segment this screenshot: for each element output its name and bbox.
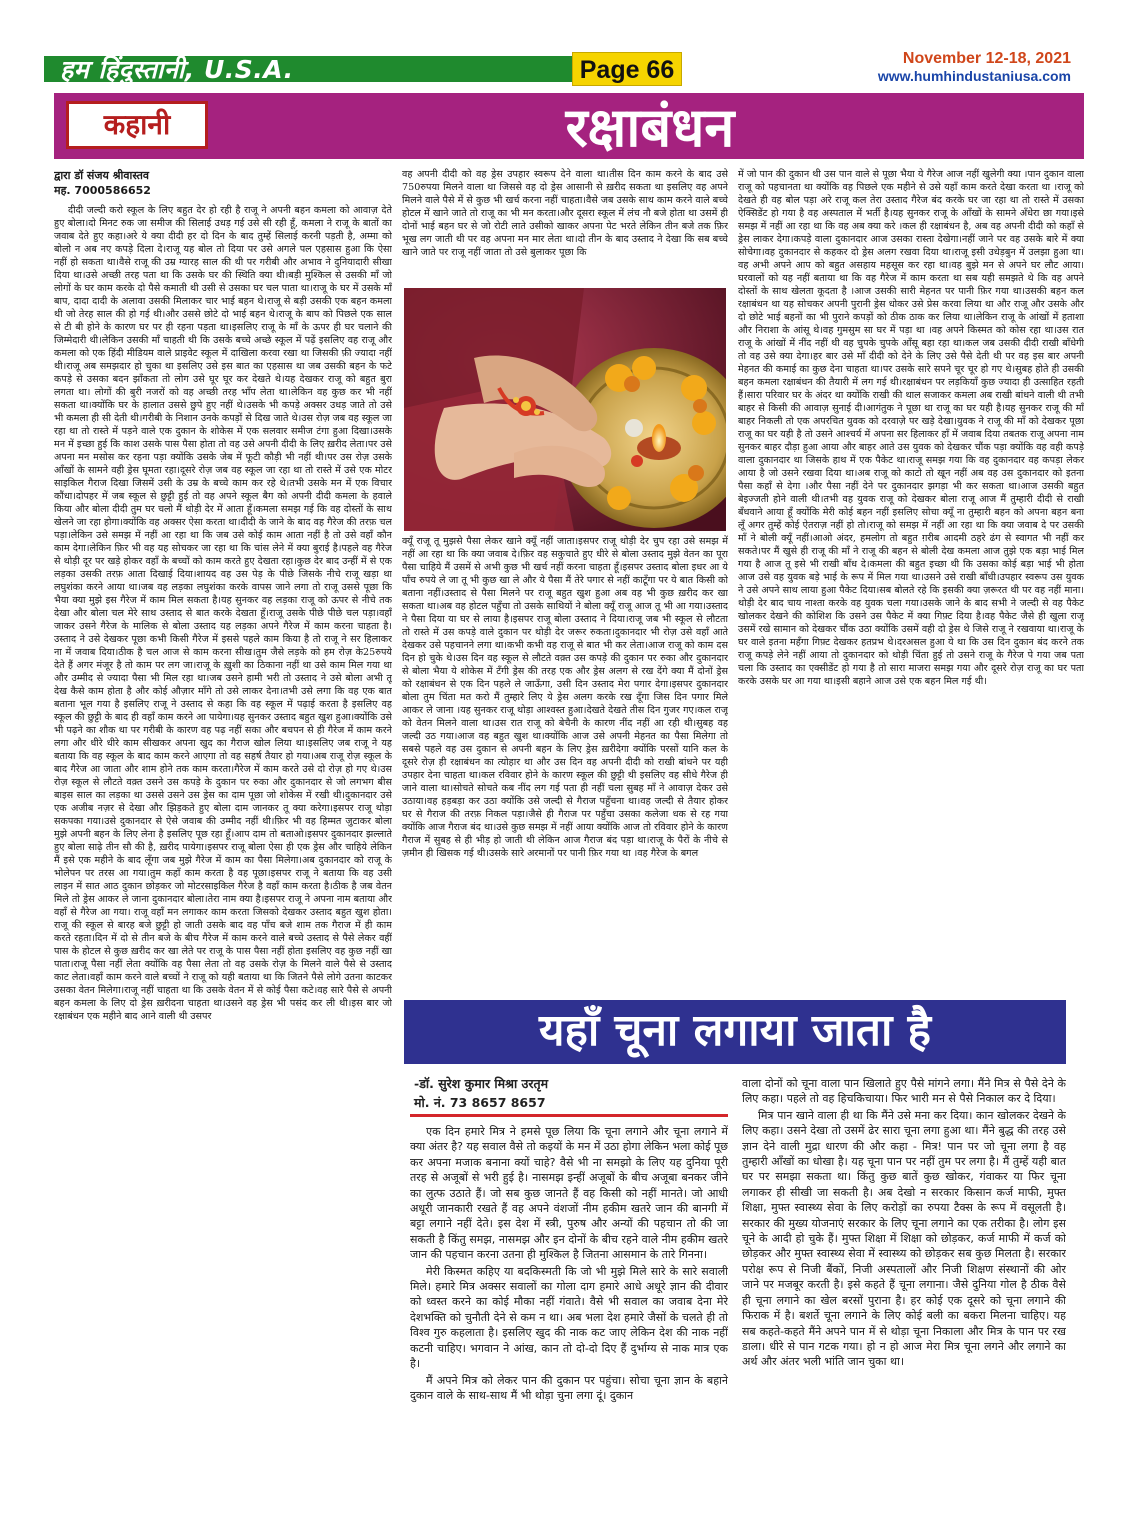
rakhi-photo: [404, 288, 726, 531]
paragraph: मेरी किस्मत कहिए या बदकिस्मती कि जो भी मुझे मिले सारे के सारे सवाली मिले। हमारे मित्र अक्सर सवालों का गोला दाग हमारे आधे अधूरे ज्ञान की दीवार को ध्वस्त करने का कोई मौका नहीं गंवाते। वैसे भी सवाल का जवाब देना मेरे देशभक्ति को चुनौती देने से कम न था। अब भला देश हमारे जैसों के चलते ही तो विश्व गुरु कहलाता है। इसलिए खुद की नाक कट जाए लेकिन देश की नाक नहीं कटनी चाहिए। भगवान ने आंख, कान तो दो-दो दिए हैं दुर्भाग्य से नाक मात्र एक है।: [410, 1264, 728, 1371]
story-column-3: [738, 168, 1084, 996]
article2-author: -डॉ. सुरेश कुमार मिश्रा उरतृम: [414, 1076, 549, 1091]
issue-date: November 12-18, 2021: [902, 50, 1071, 67]
paragraph: दीदी जल्दी करो स्कूल के लिए बहुत देर हो रही है राजू ने अपनी बहन कमला को आवाज़ देते हुए बोला।दो मिनट रुक जा समीज की सिलाई उधड़ गई उसे सी रही हूँ, कमला ने राजू के बातों का जवाब देते हुए कहा।अरे ये क्या दीदी हर दो दिन के बाद तुम्हें सिलाई करनी पड़ती है, अम्मा को बोलो न अब नए कपड़े दिला दे।राजू यह बोल तो दिया पर उसे अगले पल एहसास हुआ कि ऐसा नहीं हो सकता था।वैसे राजू की उम्र ग्यारह साल की थी पर गरीबी और अभाव ने दुनियादारी सीखा दिया था।उसे अच्छी तरह पता था कि उसके घर की स्थिति क्या थी।बड़ी मुश्किल से उसकी माँ जो लोगों के घर काम करके दो पैसे कमाती थी उसी से उसका घर चल पाता था।राजू के घर में उसके माँ बाप, दादा दादी के अलावा उसकी मिलाकर चार भाई बहन थे।राजू से बड़ी उसकी एक बहन कमला थी जो तेरह साल की हो गई थी।और उससे छोटे दो भाई बहन थे।राजू के बाप को पिछले एक साल से टी बी होने के कारण घर पर ही रहना पड़ता था।इसलिए राजू के माँ के ऊपर ही घर चलाने की जिम्मेदारी थी।लेकिन उसकी माँ चाहती थी कि उसके बच्चे अच्छे स्कूल में पढ़ें इसलिए वह राजू और कमला को एक हिंदी मीडियम वाले प्राइवेट स्कूल में दाखिला करवा रखा था जिसकी फ़ी ज्यादा नहीं थी।राजू अब समझदार हो चुका था इसलिए उसे इस बात का एहसास था जब उसकी बहन के फटे कपड़े से उसका बदन झाँकता तो लोग उसे घूर घूर कर देखते थे।यह देखकर राजू को बहुत बुरा लगता था। लोगों की बुरी नजरों को वह अच्छी तरह भाँप लेता था।लेकिन वह कुछ कर भी नहीं सकता था।क्योंकि घर के हालात उससे छुपे हुए नहीं थे।उसके भी कपड़े अक्सर उधड़ जाते तो उसे भी कमला ही सी देती थी।गरीबी के निशान उनके कपड़ों से दिख जाते थे।उस रोज़ जब वह स्कूल जा रहा था तो रास्ते में पड़ने वाले एक दुकान के शोकेस में एक सलवार समीज टंगा हुआ दिखा।उसके मन में इच्छा हुई कि काश उसके पास पैसा होता तो वह उसे अपनी दीदी के लिए ख़रीद लेता।पर उसे अपना मन मसोस कर रहना पड़ा क्योंकि उसके जेब में फूटी कौड़ी भी नहीं थी।पर उस रोज़ उसके आँखों के सामने वही ड्रेस घूमता रहा।दूसरे रोज़ जब वह स्कूल जा रहा था तो रास्ते में उसे एक मोटर साइकिल गैराज दिखा जिसमें उसी के उम्र के बच्चे काम कर रहे थे।तभी उसके मन में एक विचार कौंधा।दोपहर में जब स्कूल से छुट्टी हुई तो वह अपने स्कूल बैग को अपनी दीदी कमला के हवाले किया और बोला दीदी तुम घर चलो मैं थोड़ी देर में आता हूँ।कमला समझ गई कि वह दोस्तों के साथ खेलने जा रहा होगा।क्योंकि वह अक्सर ऐसा करता था।दीदी के जाने के बाद वह गैरेज की तरफ़ चल पड़ा।लेकिन उसे समझ में नहीं आ रहा था कि जब उसे कोई काम आता नहीं है तो उसे वहाँ कौन काम देगा।लेकिन फ़िर भी वह यह सोचकर जा रहा था कि चांस लेने में क्या बुराई है।पहले वह गैरेज से थोड़ी दूर पर खड़े होकर वहाँ के बच्चों को काम करते हुए देखता रहा।कुछ देर बाद उन्हीं में से एक लड़का उसकी तरफ़ आता दिखाई दिया।शायद वह उस पेड़ के पीछे जिसके नीचे राजू खड़ा था लघुशंका करने आया था।जब वह लड़का लघुशंका करके वापस जाने लगा तो राजू उससे पूछा कि भैया क्या मुझे इस गैरेज में काम मिल सकता है।यह सुनकर वह लड़का राजू को ऊपर से नीचे तक देखा और बोला चल मेरे साथ उस्ताद से बात करके देखता हूँ।राजू उसके पीछे पीछे चल पड़ा।वहाँ जाकर उसने गैरेज के मालिक से बोला उस्ताद यह लड़का अपने गैरेज में काम करना चाहता है।उस्ताद ने उसे देखकर पूछा कभी किसी गैरेज में इससे पहले काम किया है तो राजू ने सर हिलाकर ना में जवाब दिया।ठीक है चल आज से काम करना सीख।तुम जैसे लड़के को हम रोज़ के25रुपये देते हैं अगर मंजूर है तो काम पर लग जा।राजू के ख़ुशी का ठिकाना नहीं था उसे काम मिल गया था और उम्मीद से ज्यादा पैसा भी मिल रहा था।जब उसने हामी भरी तो उस्ताद ने उसे बोला अभी तू देख कैसे काम होता है और कोई औज़ार माँगे तो उसे लाकर देना।तभी उसे लगा कि वह एक बात बताना भूल गया है इसलिए राजू ने उस्ताद से कहा कि वह स्कूल में पढ़ाई करता है इसलिए वह स्कूल की छुट्टी के बाद ही वहाँ काम करने आ पायेगा।यह सुनकर उस्ताद बहुत खुश हुआ।क्योंकि उसे भी पढ़ने का शौक था पर गरीबी के कारण वह पढ़ नहीं सका और बचपन से ही गैरेज में काम करने लगा और धीरे धीरे काम सीखकर अपना खुद का गैराज खोल लिया था।इसलिए जब राजू ने यह बताया कि वह स्कूल के बाद काम करने आएगा तो वह सहर्ष तैयार हो गया।अब राजू रोज़ स्कूल के बाद गैरेज आ जाता और शाम होने तक काम करता।गैरेज में काम करते उसे दो रोज़ हो गए थे।उस रोज़ स्कूल से लौटते वक़्त उसने उस कपड़े के दुकान पर रुका और दुकानदार से जो लगभग बीस बाइस साल का लड़का था उससे उसने उस ड्रेस का दाम पूछा जो शोकेस में रखी थी।दुकानदार उसे एक अजीब नज़र से देखा और झिड़कते हुए बोला दाम जानकर तू क्या करेगा।इसपर राजू थोड़ा सकपका गया।उसे दुकानदार से ऐसे जवाब की उम्मीद नहीं थी।फ़िर भी वह हिम्मत जुटाकर बोला मुझे अपनी बहन के लिए लेना है इसलिए पूछ रहा हूँ।आप दाम तो बताओ।इसपर दुकानदार झल्लाते हुए बोला साढ़े तीन सौ की है, ख़रीद पायेगा।इसपर राजू बोला ऐसा ही एक ड्रेस और चाहिये लेकिन मैं इसे एक महीने के बाद लूँगा जब मुझे गैरेज में काम का पैसा मिलेगा।अब दुकानदार को राजू के भोलेपन पर तरस आ गया।तुम कहाँ काम करता है वह पूछा।इसपर राजू ने बताया कि वह उसी लाइन में सात आठ दुकान छोड़कर जो मोटरसाइकिल गैरेज है वहाँ काम करता है।ठीक है जब वेतन मिले तो ड्रेस आकर ले जाना दुकानदार बोला।तेरा नाम क्या है।इसपर राजू ने अपना नाम बताया और वहाँ से गैरेज आ गया। राजू वहाँ मन लगाकर काम करता जिसको देखकर उस्ताद बहुत खुश होता।राजू की स्कूल से बारह बजे छुट्टी हो जाती उसके बाद वह पाँच बजे शाम तक गैराज में ही काम करते रहता।दिन में दो से तीन बजे के बीच गैरेज में काम करने वाले बच्चे उस्ताद से पैसे लेकर वहीं पास के होटल से कुछ ख़रीद कर खा लेते पर राजू के पास पैसा नहीं होता इसलिए वह कुछ नहीं खा पाता।राजू पैसा नहीं लेता क्योंकि वह पैसा लेता तो वह उसके रोज़ के मिलने वाले पैसे से उस्ताद काट लेता।वहाँ काम करने वाले बच्चों ने राजू को यही बताया था कि जितने पैसे लोगे उतना काटकर उसका वेतन मिलेगा।राजू नहीं चाहता था कि उसके वेतन में से कोई पैसा कटे।वह सारे पैसे से अपनी बहन कमला के लिए दो ड्रेस ख़रीदना चाहता था।उसने वह ड्रेस भी पसंद कर ली थी।इस बार जो रक्षाबंधन एक महीने बाद आने वाली थी उसपर: [54, 205, 392, 1022]
newspaper-name: हम हिंदुस्तानी, U.S.A.: [60, 55, 294, 84]
section-label: कहानी: [66, 101, 208, 149]
story-title: रक्षाबंधन: [565, 96, 735, 159]
story-author: द्वारा डॉ संजय श्रीवास्तव: [54, 169, 149, 182]
paragraph: मित्र पान खाने वाला ही था कि मैंने उसे मना कर दिया। कान खोलकर देखने के लिए कहा। उसने देखा तो उसमें ढेर सारा चूना लगा हुआ था। मैंने बुद्ध की तरह उसे ज्ञान देने वाली मुद्रा धारण की और कहा - मित्र! पान पर जो चूना लगा है वह तुम्हारी आँखों का धोखा है। यह चूना पान पर नहीं तुम पर लगा है। मैं तुम्हें यही बात घर पर समझा सकता था। किंतु कुछ बातें कुछ खोकर, गंवाकर या फिर चूना लगाकर ही सीखी जा सकती है। अब देखो न सरकार किसान कर्ज माफी, मुफ्त शिक्षा, मुफ्त स्वास्थ्य सेवा के लिए करोड़ों का रुपया टैक्स के रूप में वसूलती है। सरकार की मुख्य योजनाएं सरकार के लिए चूना लगाने का एक तरीका है। लोग इस चूने के आदी हो चुके हैं। मुफ्त शिक्षा में शिक्षा को छोड़कर, कर्ज माफी में कर्ज को छोड़कर और मुफ्त स्वास्थ्य सेवा में स्वास्थ्य को छोड़कर सब कुछ मिलता है। सरकार परोक्ष रूप से निजी बैंकों, निजी अस्पतालों और निजी शिक्षण संस्थानों की ओर जाने पर मजबूर करती है। इसे कहते हैं चूना लगाना। जैसे दुनिया गोल है ठीक वैसे ही चूना लगाने का खेल बरसों पुराना है। हर कोई एक दूसरे को चूना लगाने की फिराक में है। बशर्ते चूना लगाने के लिए कोई बली का बकरा मिलना चाहिए। यह सब कहते-कहते मैंने अपने पान में से थोड़ा चूना निकाला और मित्र के पान पर रख डाला। धीरे से पान गटक गया। हो न हो आज मेरा मित्र चूना लगने और लगाने का अर्थ और अंतर भली भांति जान चुका था।: [742, 1108, 1066, 1369]
rakhi-photo-icon: [404, 288, 726, 531]
story-column-1: [54, 168, 392, 1504]
paragraph: वाला दोनों को चूना वाला पान खिलाते हुए पैसे मांगने लगा। मैंने मित्र से पैसे देने के लिए कहा। पहले तो वह हिचकिचाया। फिर भारी मन से पैसे निकाल कर दे दिया।: [742, 1077, 1066, 1106]
article2-column-a: [410, 1124, 728, 1506]
divider-rule: [410, 1114, 728, 1117]
paragraph: में जो पान की दुकान थी उस पान वाले से पूछा भैया ये गैरेज आज नहीं खुलेगी क्या ।पान दुकान वाला राजू को पहचानता था क्योंकि वह पिछले एक महीने से उसे यहाँ काम करते देखा करता था ।राजू को देखते ही वह बोल पड़ा अरे राजू कल तेरा उस्ताद गैरेज बंद करके घर जा रहा था तो रास्ते में उसका ऐक्सिडेंट हो गया है वह अस्पताल में भर्ती है।यह सुनकर राजू के आँखों के सामने अँधेरा छा गया।इसे समझ में नहीं आ रहा था कि वह अब क्या करे ।कल ही रक्षाबंधन है, अब वह अपनी दीदी को कहाँ से ड्रेस लाकर देगा।कपड़े वाला दुकानदार आज उसका रास्ता देखेगा।नहीं जाने पर वह उसके बारे में क्या सोचेगा।वह दुकानदार से कहकर दो ड्रेस अलग रखवा दिया था।राजू इसी उधेड़बुन में उलझा हुआ था।वह अभी अपने आप को बहुत असहाय महसूस कर रहा था।वह बुझे मन से अपने घर लौट आया।घरवालों को यह नहीं बताया था कि वह गैरेज में काम करता था सब यही समझते थे कि वह अपने दोस्तों के साथ खेलता कूदता है ।आज उसकी सारी मेहनत पर पानी फ़िर गया था।उसकी बहन कल रक्षाबंधन था यह सोचकर अपनी पुरानी ड्रेस धोकर उसे प्रेस करवा लिया था और राजू और उसके और दो छोटे भाई बहनों का भी पुराने कपड़ों को ठीक ठाक कर लिया था।लेकिन राजू के आंखों में हताशा और निराशा के आंसू थे।वह गुमसुम सा घर में पड़ा था ।वह अपने किस्मत को कोस रहा था।उस रात राजू के आंखों में नींद नहीं थी वह चुपके चुपके आँसू बहा रहा था।कल जब उसकी दीदी राखी बाँधेगी तो वह उसे क्या देगा।हर बार उसे माँ दीदी को देने के लिए उसे पैसे देती थी पर वह इस बार अपनी मेहनत की कमाई का कुछ देना चाहता था।पर उसके सारे सपने चूर चूर हो गए थे।सुबह होते ही उसकी बहन कमला रक्षाबंधन की तैयारी में लग गई थी।रक्षाबंधन पर लड़कियाँ कुछ ज्यादा ही उत्साहित रहती हैं।सारा परिवार घर के अंदर था क्योंकि राखी की थाल सजाकर कमला अब राखी बांधने वाली थी तभी बाहर से किसी की आवाज़ सुनाई दी।आगंतुक ने पूछा था राजू का घर यही है।यह सुनकर राजू की माँ बाहर निकली तो एक अपरचित युवक को दरवाज़े पर खड़े देखा।युवक ने राजू की माँ को देखकर पूछा राजू का घर यही है तो उसने आश्चर्य में अपना सर हिलाकर हाँ में जवाब दिया तबतक राजू अपना नाम सुनकर बाहर दौड़ा हुआ आया और बाहर आते उस युवक को देखकर चौंक पड़ा क्योंकि वह वही कपड़े वाला दुकानदार था जिसके हाथ में एक पैकेट था।राजू समझ गया कि वह दुकानदार वह कपड़ा लेकर आया है जो उसने रखवा दिया था।अब राजू को काटो तो खून नहीं अब वह उस दुकानदार को इतना पैसा कहाँ से देगा ।और पैसा नहीं देने पर दुकानदार झगड़ा भी कर सकता था।आज उसकी बहुत बेइज्जती होने वाली थी।तभी वह युवक राजू को देखकर बोला राजू आज मैं तुम्हारी दीदी से राखी बँधवाने आया हूँ क्योंकि मेरी कोई बहन नहीं इसलिए सोचा क्यूँ ना तुम्हारी बहन को अपना बहन बना लूँ अगर तुम्हें कोई ऐतराज़ नहीं हो तो।राजू को समझ में नहीं आ रहा था कि क्या जवाब दे पर उसकी माँ ने बोली क्यूँ नहीं।आओ अंदर, हमलोग तो बहुत ग़रीब आदमी ठहरे ढंग से स्वागत भी नहीं कर सकते।पर मैं खुसे ही राजू की माँ ने राजू की बहन से बोली देख कमला आज तुझे एक बड़ा भाई मिल गया है आज तू इसे भी राखी बाँध दे।कमला की बहुत इच्छा थी कि उसका कोई बड़ा भाई भी होता आज उसे वह युवक बड़े भाई के रूप में मिल गया था।उसने उसे राखी बाँधी।उपहार स्वरूप उस युवक ने उसे अपने साथ लाया हुआ पैकेट दिया।सब बोलते रहे कि इसकी क्या ज़रूरत थी पर वह नहीं माना।थोड़ी देर बाद चाय नाश्ता करके वह युवक चला गया।उसके जाने के बाद सभी ने जल्दी से वह पैकेट खोलकर देखने की कोशिश कि उसने उस पैकेट में क्या गिफ़्ट दिया है।वह पैकेट जैसे ही खुला राजू उसमें रखे सामान को देखकर चौंक उठा क्योंकि उसमें वही दो ड्रेस थे जिसे राजू ने रखवाया था।राजू के घर वाले इतना महँगा गिफ़्ट देखकर हतप्रभ थे।दरअसल हुआ ये था कि उस दिन दुकान बंद करने तक राजू कपड़े लेने नहीं आया तो दुकानदार को थोड़ी चिंता हुई तो उसने राजू के गैरेज पे गया जब पता चला कि उस्ताद का एक्सीडेंट हो गया है तो सारा माजरा समझ गया और दूसरे रोज़ राजू का घर पता करके उसके घर आ गया था।इसी बहाने आज उसे एक बहन मिल गई थी।: [738, 169, 1084, 687]
paragraph: मैं अपने मित्र को लेकर पान की दुकान पर पहुंचा। सोचा चूना ज्ञान के बहाने दुकान वाले के साथ-साथ मैं भी थोड़ा चुना लगा दूं। दुकान: [410, 1373, 728, 1402]
paragraph: क्यूँ राजू तू मुझसे पैसा लेकर खाने क्यूँ नहीं जाता।इसपर राजू थोड़ी देर चुप रहा उसे समझ में नहीं आ रहा था कि क्या जवाब दे।फ़िर वह सकुचाते हुए धीरे से बोला उस्ताद मुझे वेतन का पूरा पैसा चाहिये मैं उसमें से अभी कुछ भी खर्च नहीं करना चाहता हूँ।इसपर उस्ताद बोला इधर आ ये पाँच रुपये ले जा तू भी कुछ खा ले और ये पैसा मैं तेरे पगार से नहीं काटूँगा पर ये बात किसी को बताना नहीं।उस्ताद से पैसा मिलने पर राजू बहुत खुश हुआ अब वह भी कुछ ख़रीद कर खा सकता था।अब वह होटल पहुँचा तो उसके साथियों ने बोला क्यूँ राजू आज तू भी आ गया।उस्ताद ने पैसा दिया या घर से लाया है।इसपर राजू बोला उस्ताद ने दिया।राजू जब भी स्कूल से लौटता तो रास्ते में उस कपड़े वाले दुकान पर थोड़ी देर जरूर रुकता।दुकानदार भी रोज़ उसे वहाँ आते देखकर उसे पहचानने लगा था।कभी कभी वह राजू से बात भी कर लेता।आज राजू को काम दस दिन हो चुके थे।उस दिन वह स्कूल से लौटते वक़्त उस कपड़े की दुकान पर रुका और दुकानदार से बोला भैया ये शोकेस में टँगी ड्रेस की तरह एक और ड्रेस अलग से रख देंगे क्या मैं दोनों ड्रेस को रक्षाबंधन से एक दिन पहले ले जाऊँगा, उसी दिन उस्ताद मेरा पगार देगा।इसपर दुकानदार बोला तुम चिंता मत करो मैं तुम्हारे लिए ये ड्रेस अलग करके रख दूँगा जिस दिन पगार मिले आकर ले जाना ।यह सुनकर राजू थोड़ा आश्वस्त हुआ।देखते देखते तीस दिन गुजर गए।कल राजू को वेतन मिलने वाला था।उस रात राजू को बेचैनी के कारण नींद नहीं आ रही थी।सुबह वह जल्दी उठ गया।आज वह बहुत खुश था।क्योंकि आज उसे अपनी मेहनत का पैसा मिलेगा तो सबसे पहले वह उस दुकान से अपनी बहन के लिए ड्रेस ख़रीदेगा क्योंकि परसों यानि कल के दूसरे रोज़ ही रक्षाबंधन का त्योहार था और उस दिन वह अपनी दीदी को राखी बांधने पर यही उपहार देना चाहता था।कल रविवार होने के कारण स्कूल की छुट्टी थी इसलिए वह सीधे गैरेज ही जाने वाला था।सोचते सोचते कब नींद लग गई पता ही नहीं चला सुबह माँ ने आवाज़ देकर उसे उठाया।वह हड़बड़ा कर उठा क्योंकि उसे जल्दी से गैराज पहुँचना था।वह जल्दी से तैयार होकर घर से गैराज की तरफ़ निकल पड़ा।जैसे ही गैराज पर पहुँचा उसका कलेजा धक से रह गया क्योंकि आज गैराज बंद था।उसे कुछ समझ में नहीं आया क्योंकि आज तो रविवार होने के कारण गैराज में सुबह से ही भीड़ हो जाती थी लेकिन आज गैराज बंद पड़ा था।राजू के पैरों के नीचे से ज़मीन ही खिसक गई थी।उसके सारे अरमानों पर पानी फ़िर गया था ।वह गैरेज के बगल: [402, 536, 728, 859]
article2-mobile: मो. नं. 73 8657 8657: [414, 1095, 546, 1110]
paragraph: एक दिन हमारे मित्र ने हमसे पूछ लिया कि चूना लगाने और चूना लगाने में क्या अंतर है? यह सवाल वैसे तो कइयों के मन में उठा होगा लेकिन भला कोई पूछ कर अपना मजाक बनाना क्यों चाहे? वैसे भी ना समझो के लिए यह दुनिया पूरी तरह से अजूबों से भरी हुई है। नासमझ इन्हीं अजूबों के बीच अजूबा बनकर जीने का लुत्फ उठाते हैं। जो सब कुछ जानते हैं वह किसी को नहीं मानते। जो आधी अधूरी जानकारी रखते हैं वह अपने वंशजों नीम हकीम खतरे जान की बानगी में बट्टा लगाने नहीं देते। इस देश में स्त्री, पुरुष और अन्यों की पहचान तो की जा सकती है किंतु समझ, नासमझ और इन दोनों के बीच रहने वाले नीम हकीम खतरे जान की पहचान करना उतना ही मुश्किल है जितना आसमान के तारे गिनना।: [410, 1125, 728, 1262]
story-phone: मह. 7000586652: [54, 184, 151, 197]
website-link[interactable]: www.humhindustaniusa.com: [877, 68, 1071, 84]
page-number: Page 66: [572, 52, 682, 86]
article2-byline: [414, 1074, 724, 1112]
story-column-2-bottom: [402, 535, 728, 997]
story-column-2-top: [402, 168, 728, 286]
article2-column-b: [742, 1076, 1066, 1506]
paragraph: वह अपनी दीदी को वह ड्रेस उपहार स्वरूप देने वाला था।तीस दिन काम करने के बाद उसे 750रुपया मिलने वाला था जिससे वह दो ड्रेस आसानी से ख़रीद सकता था इसलिए वह अपने मिलने वाले पैसे में से कुछ भी खर्च करना नहीं चाहता।वैसे जब उसके साथ काम करने वाले बच्चे होटल में खाने जाते तो राजू का भी मन करता।और दूसरा स्कूल में लंच नौ बजे होता था उसमें ही दोनों भाई बहन घर से जो रोटी लाते उसीको खाकर अपना पेट भरते लेकिन तीन बजे तक फ़िर भूख लग जाती थी पर वह अपना मन मार लेता था।दो तीन के बाद उस्ताद ने देखा कि सब बच्चे खाने जाते पर राजू नहीं जाता तो उसे बुलाकर पूछा कि: [402, 169, 728, 258]
masthead: [0, 0, 1135, 92]
article2-title: यहाँ चूना लगाया जाता है: [538, 1005, 932, 1056]
